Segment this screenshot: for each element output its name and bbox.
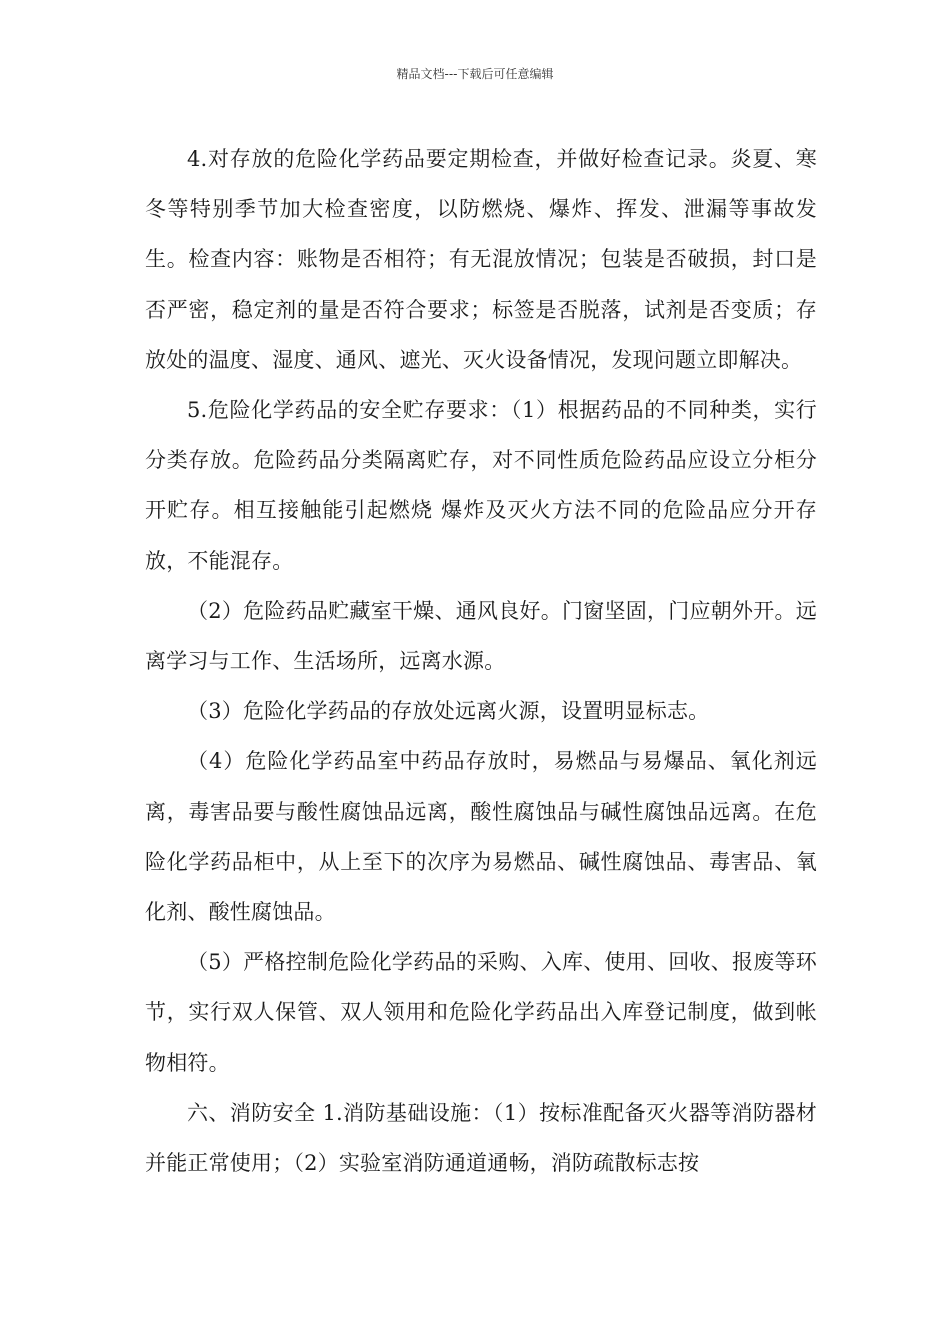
paragraph-fire-safety: 六、消防安全 1.消防基础设施：（1）按标准配备灭火器等消防器材并能正常使用；（2）实验室消防通道通畅，消防疏散标志按 bbox=[145, 1100, 817, 1176]
paragraph-separation-order: （4）危险化学药品室中药品存放时，易燃品与易爆品、氧化剂远离，毒害品要与酸性腐蚀品远离，酸性腐蚀品与碱性腐蚀品远离。在危险化学药品柜中，从上至下的次序为易燃品、碱性腐蚀品、毒害品、氧化剂、酸性腐蚀品。 bbox=[145, 749, 817, 925]
page-header: 精品文档---下载后可任意编辑 bbox=[396, 67, 554, 81]
paragraph-inspection: 4.对存放的危险化学药品要定期检查，并做好检查记录。炎夏、寒冬等特别季节加大检查密度，以防燃烧、爆炸、挥发、泄漏等事故发生。检查内容：账物是否相符；有无混放情况；包装是否破损，封口是否严密，稳定剂的量是否符合要求；标签是否脱落，试剂是否变质；存放处的温度、湿度、通风、遮光、灭火设备情况，发现问题立即解决。 bbox=[145, 147, 817, 372]
document-body bbox=[145, 134, 817, 1188]
paragraph-fire-source: （3）危险化学药品的存放处远离火源，设置明显标志。 bbox=[187, 699, 710, 724]
paragraph-storage-room: （2）危险药品贮藏室干燥、通风良好。门窗坚固，门应朝外开。远离学习与工作、生活场所，远离水源。 bbox=[145, 598, 817, 674]
paragraph-storage-requirements: 5.危险化学药品的安全贮存要求：（1）根据药品的不同种类，实行分类存放。危险药品分类隔离贮存，对不同性质危险药品应设立分柜分开贮存。相互接触能引起燃烧 爆炸及灭火方法不同的危险品应分开存放，不能混存。 bbox=[145, 398, 817, 573]
paragraph-control: （5）严格控制危险化学药品的采购、入库、使用、回收、报废等环节，实行双人保管、双人领用和危险化学药品出入库登记制度，做到帐物相符。 bbox=[145, 950, 817, 1075]
